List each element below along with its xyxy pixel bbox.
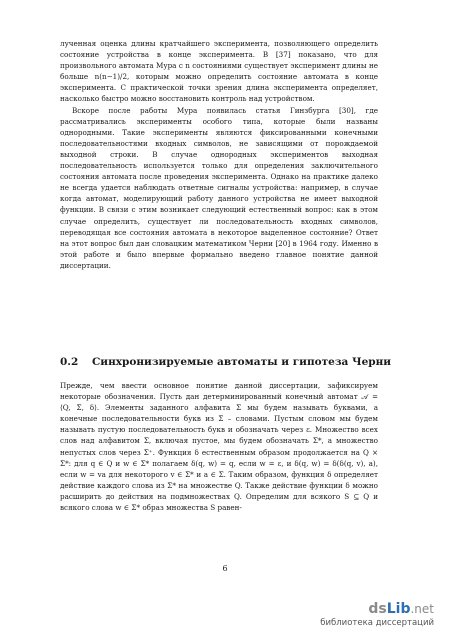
paragraph-continued: лученная оценка длины кратчайшего эксперимента, позволяющего определить состояние устройства в конце эксперимента. В [37] показано, что для произвольного автомата Мура с n состояниями существует эксперимент длины не больше n(n−1)/2, которым можно определить состояние автомата в конце эксперимента. С практической точки зрения длина эксперимента определяет, насколько быстро можно восстановить контроль над устройством. [60,39,378,104]
logo-ds: ds [368,601,387,617]
dslib-watermark [286,601,436,633]
watermark-caption: библиотека диссертаций [320,618,434,628]
page-number: 6 [222,564,228,573]
section-number: 0.2 [60,356,79,368]
paragraph-notation: Прежде, чем ввести основное понятие данной диссертации, зафиксируем некоторые обозначения. Пусть дан детерминированный конечный автомат 𝒜 = ⟨Q, Σ, δ⟩. Элементы заданного алфавита Σ мы будем называть буквами, а конечные последовательности букв из Σ – словами. Пустым словом мы будем называть пустую последовательность букв и обозначать через ε. Множество всех слов над алфавитом Σ, включая пустое, мы будем обозначать Σ*, а множество непустых слов через Σ⁺. Функция δ естественным образом продолжается на Q × Σ*: для q ∈ Q и w ∈ Σ* полагаем δ(q, w) = q, если w = ε, и δ(q, w) = δ(δ(q, v), a), если w = va для некоторого v ∈ Σ* и a ∈ Σ. Таким образом, функция δ определяет действие каждого слова из Σ* на множестве Q. Также действие функции δ можно расширить до действия на подмножествах Q. Определим для всякого S ⊆ Q и всякого слова w ∈ Σ* образ множества S равен- [60,381,378,513]
section-heading [60,355,390,369]
section-title: Синхронизируемые автоматы и гипотеза Черни [91,356,392,368]
text-block-top [60,38,378,271]
paragraph-ginzburg: Вскоре после работы Мура появилась статья Гинзбурга [30], где рассматривались эксперименты особого типа, которые были названы однородными. Такие эксперименты являются фиксированными конечными последовательностями входных символов, не зависящими от порождаемой выходной строки. В случае однородных экспериментов выходная последовательность используется только для определения заключительного состояния автомата после проведения эксперимента. Однако на практике далеко не всегда удается наблюдать ответные сигналы устройства: например, в случае когда автомат, моделирующий работу данного устройства не имеет выходной функции. В связи с этим возникает следующий естественный вопрос: как в этом случае определить, существует ли последовательность входных символов, переводящая все состояния автомата в некоторое выделенное состояние? Ответ на этот вопрос был дан словацким математиком Черни [20] в 1964 году. Именно в этой работе и было впервые формально введено главное понятие данной диссертации. [60,105,378,270]
dslib-logo [368,601,434,617]
logo-lib: Lib [386,601,411,617]
logo-net: .net [410,602,434,616]
text-block-bottom [60,380,378,513]
